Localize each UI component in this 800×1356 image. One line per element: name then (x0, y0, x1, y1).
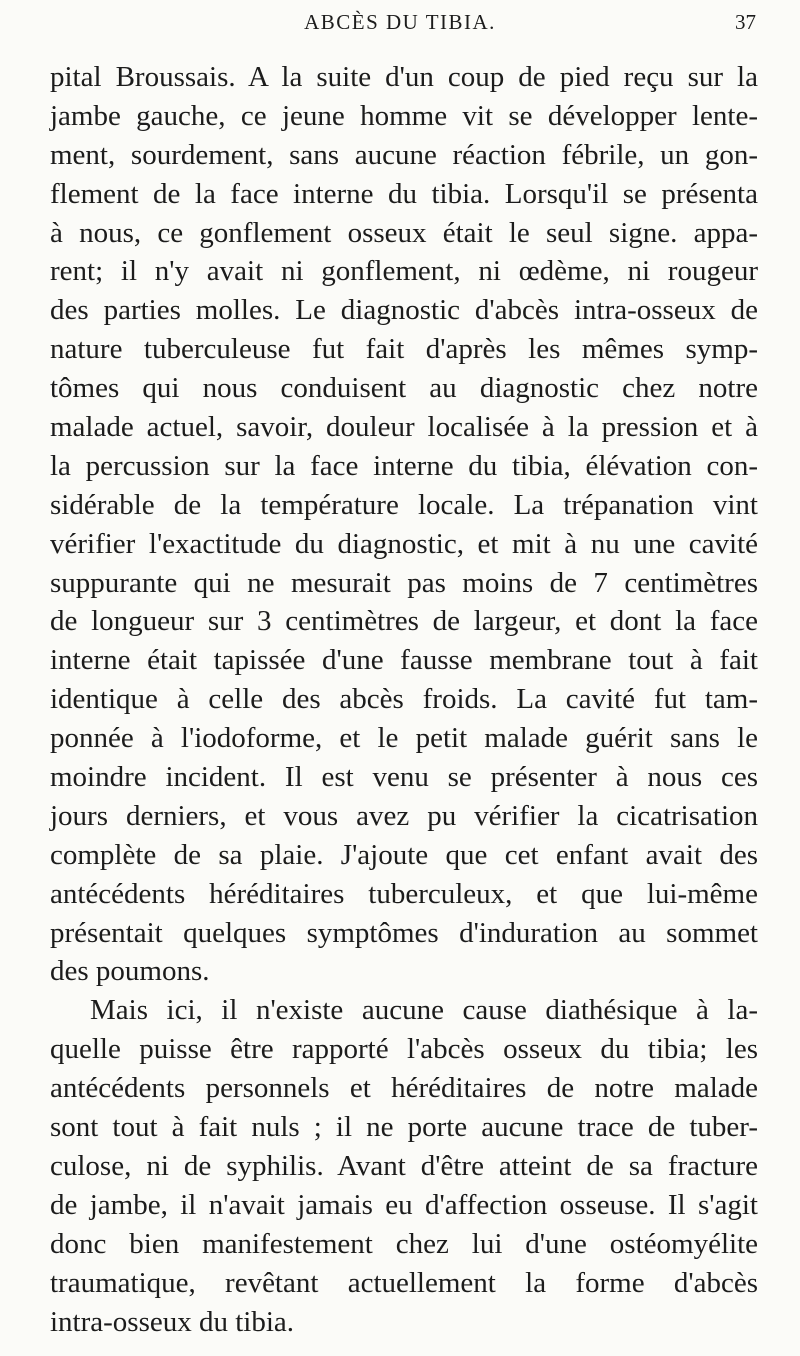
text-line: sidérable de la température locale. La trépanation vint (50, 488, 758, 521)
text-line: des poumons. (50, 955, 210, 988)
running-title: ABCÈS DU TIBIA. (304, 10, 496, 34)
text-line: culose, ni de syphilis. Avant d'être atteint de sa fracture (50, 1149, 758, 1182)
body-text (50, 58, 758, 1341)
text-line: moindre incident. Il est venu se présenter à nous ces (50, 761, 758, 794)
text-line: antécédents héréditaires tuberculeux, et que lui-même (50, 877, 758, 910)
text-line: flement de la face interne du tibia. Lorsqu'il se présenta (50, 177, 758, 210)
text-line: tômes qui nous conduisent au diagnostic chez notre (50, 372, 758, 405)
text-line: malade actuel, savoir, douleur localisée à la pression et à (50, 411, 758, 444)
text-line: donc bien manifestement chez lui d'une ostéomyélite (50, 1227, 758, 1260)
text-line: traumatique, revêtant actuellement la forme d'abcès (50, 1266, 758, 1299)
text-line: présentait quelques symptômes d'induration au sommet (50, 916, 758, 949)
page-number: 37 (735, 10, 756, 34)
text-line: suppurante qui ne mesurait pas moins de 7 centimètres (50, 566, 758, 599)
text-line: quelle puisse être rapporté l'abcès osseux du tibia; les (50, 1033, 758, 1066)
text-line: de jambe, il n'avait jamais eu d'affection osseuse. Il s'agit (50, 1188, 758, 1221)
text-line: rent; il n'y avait ni gonflement, ni œdème, ni rougeur (50, 255, 758, 288)
text-line: jours derniers, et vous avez pu vérifier la cicatrisation (50, 799, 758, 832)
text-line: pital Broussais. A la suite d'un coup de pied reçu sur la (50, 61, 758, 93)
text-line: ponnée à l'iodoforme, et le petit malade guérit sans le (50, 722, 758, 755)
text-line: antécédents personnels et héréditaires de notre malade (50, 1072, 758, 1105)
paragraph (50, 991, 758, 1341)
text-line: complète de sa plaie. J'ajoute que cet enfant avait des (50, 838, 758, 871)
text-line: Mais ici, il n'existe aucune cause diathésique à la- (90, 994, 758, 1027)
text-line: sont tout à fait nuls ; il ne porte aucune trace de tuber- (50, 1111, 758, 1144)
text-line: identique à celle des abcès froids. La cavité fut tam- (50, 683, 758, 716)
paragraph (50, 58, 758, 991)
text-line: de longueur sur 3 centimètres de largeur, et dont la face (50, 605, 758, 638)
text-line: vérifier l'exactitude du diagnostic, et mit à nu une cavité (50, 527, 758, 560)
text-line: intra-osseux du tibia. (50, 1305, 295, 1338)
text-line: nature tuberculeuse fut fait d'après les mêmes symp- (50, 333, 758, 366)
text-line: jambe gauche, ce jeune homme vit se développer lente- (50, 99, 758, 132)
running-header (0, 4, 800, 38)
text-line: interne était tapissée d'une fausse membrane tout à fait (50, 644, 758, 677)
text-line: des parties molles. Le diagnostic d'abcès intra-osseux de (50, 294, 758, 327)
text-line: la percussion sur la face interne du tibia, élévation con- (50, 449, 758, 482)
text-line: ment, sourdement, sans aucune réaction fébrile, un gon- (50, 138, 758, 171)
text-line: à nous, ce gonflement osseux était le seul signe. appa- (50, 216, 758, 249)
